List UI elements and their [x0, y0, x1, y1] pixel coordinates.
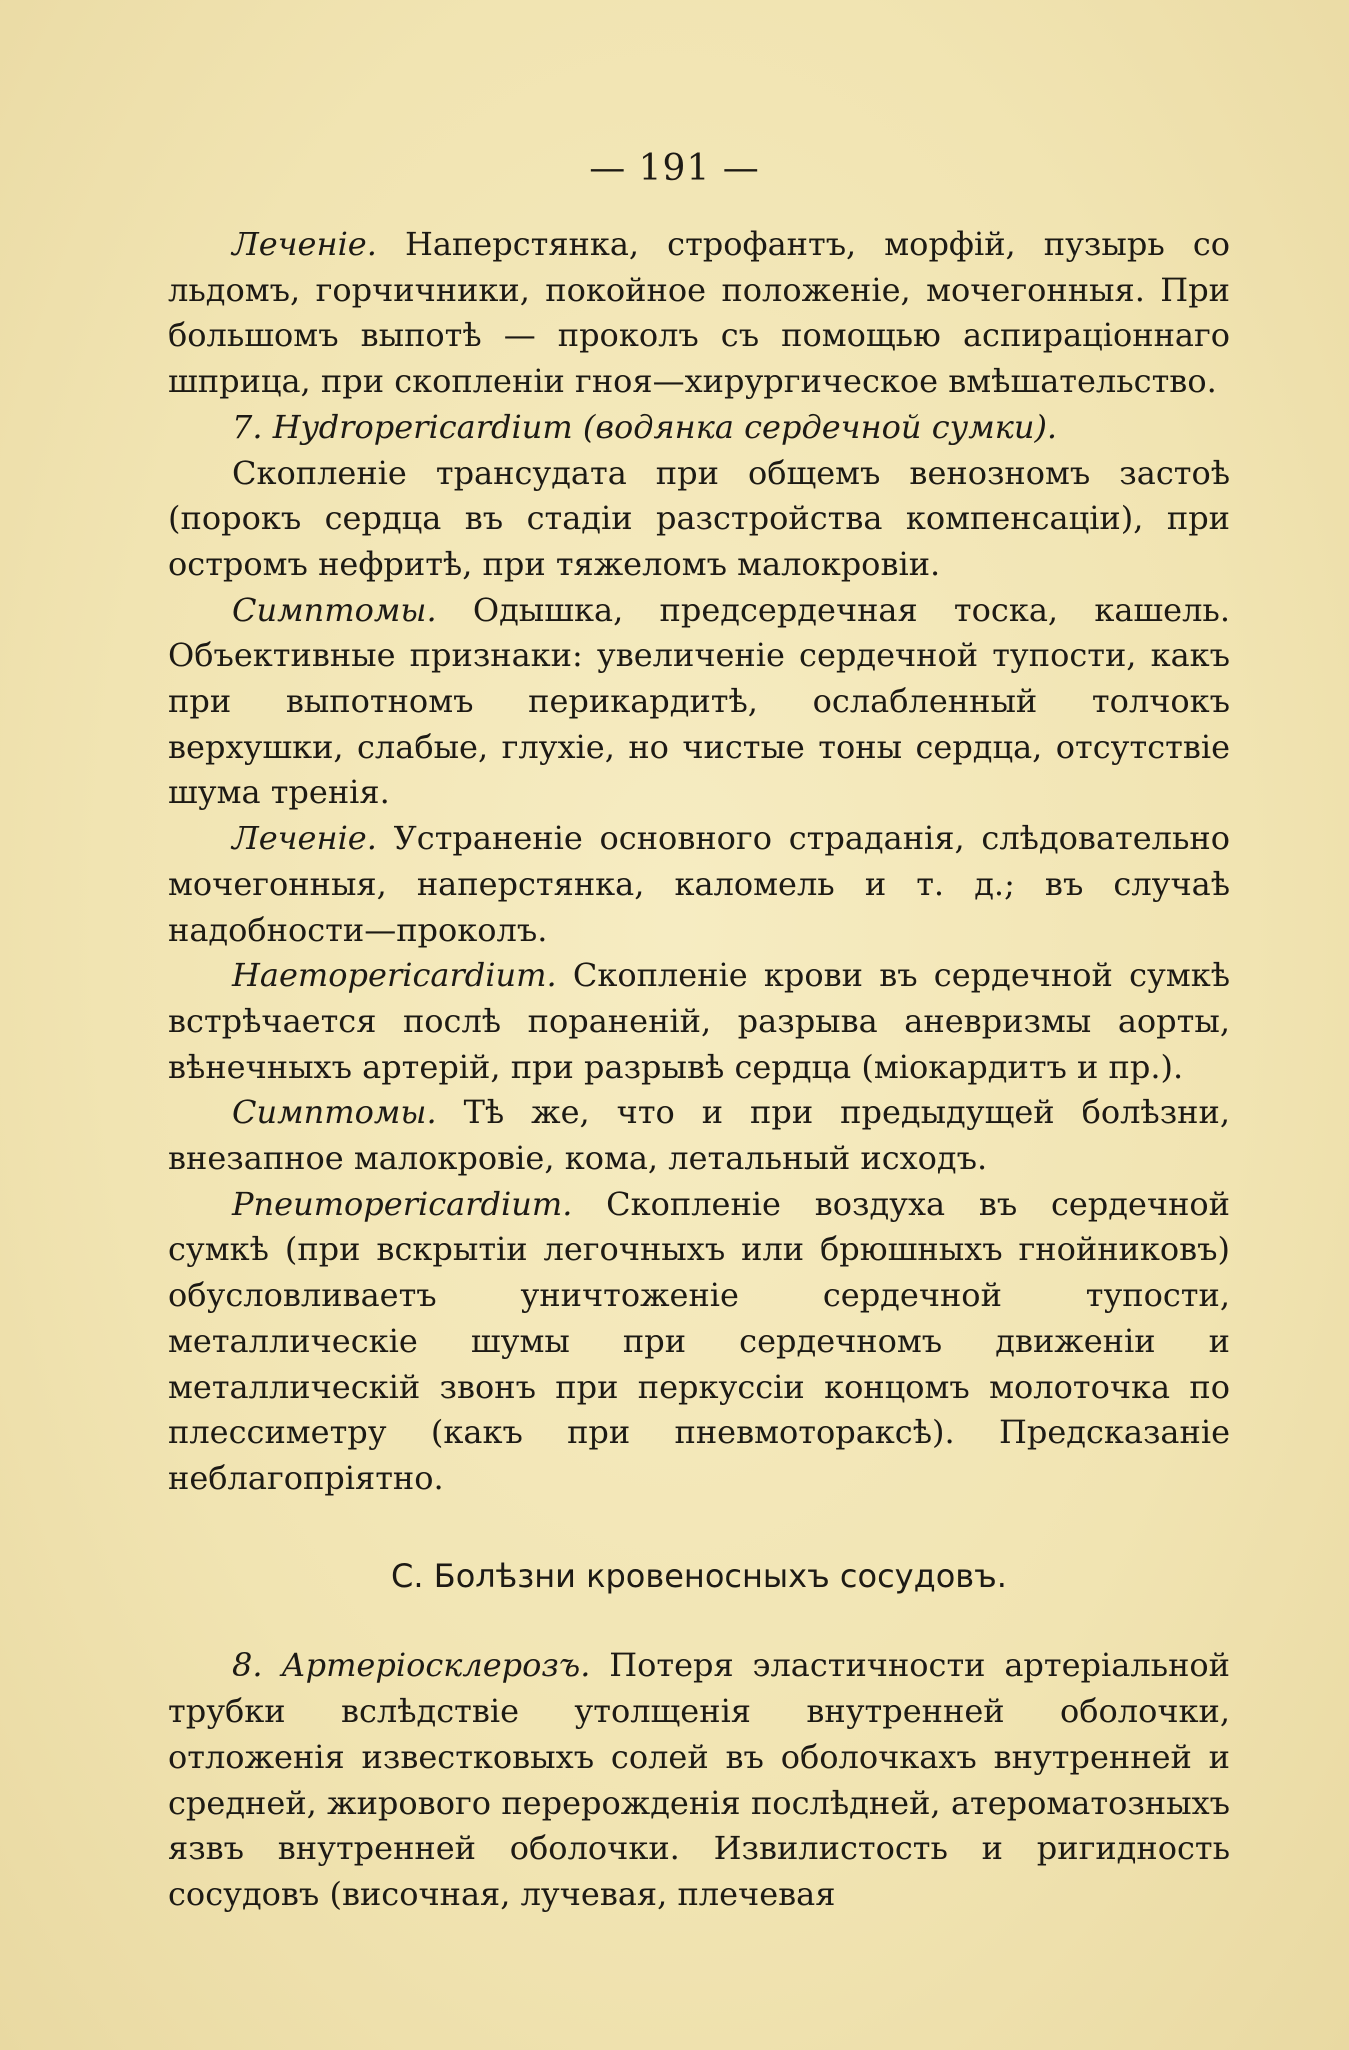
- paragraph-label: 7. Hydropericardium (водянка сердечной сумки).: [232, 407, 1058, 446]
- paragraph-text: Устраненіе основного страданія, слѣдовательно мочегонныя, наперстянка, каломель и т. д.; въ случаѣ надобности—проколъ.: [168, 819, 1230, 949]
- paragraph-label: Симптомы.: [232, 1093, 437, 1132]
- page-number: — 191 —: [589, 148, 760, 189]
- paragraph-label: Pneumopericardium.: [232, 1184, 573, 1223]
- paragraph-label: Леченіе.: [232, 819, 377, 858]
- paragraph-text: Тѣ же, что и при предыдущей болѣзни, внезапное малокровіе, кома, летальный исходъ.: [168, 1093, 1230, 1178]
- paragraph: [168, 953, 1230, 1090]
- paragraph-label: Симптомы.: [232, 590, 437, 629]
- paragraph-text: Скопленіе воздуха въ сердечной сумкѣ (при вскрытіи легочныхъ или брюшныхъ гнойниковъ) обусловливаетъ уничтоженіе сердечной тупости, металлическіе шумы при сердечномъ движеніи и металлическій звонъ при перкуссіи концомъ молоточка по плессиметру (какъ при пневмотораксѣ). Предсказаніе неблагопріятно.: [168, 1184, 1230, 1497]
- paragraph: [168, 405, 1230, 451]
- page-body: [168, 222, 1230, 1918]
- paragraph: [168, 816, 1230, 953]
- paragraph: [168, 1090, 1230, 1181]
- paragraph: [168, 1643, 1230, 1917]
- paragraph: [168, 451, 1230, 588]
- paragraph: [168, 1182, 1230, 1502]
- section-heading: C. Болѣзни кровеносныхъ сосудовъ.: [391, 1556, 1007, 1595]
- paragraph-label: Леченіе.: [232, 225, 377, 263]
- paragraph-text: Скопленіе крови въ сердечной сумкѣ встрѣчается послѣ пораненій, разрыва аневризмы аорты, вѣнечныхъ артерій, при разрывѣ сердца (міокардитъ и пр.).: [168, 956, 1230, 1086]
- paragraph-label: Haemopericardium.: [232, 956, 557, 995]
- paragraph-text: Потеря эластичности артеріальной трубки вслѣдствіе утолщенія внутренней оболочки, отложенія известковыхъ солей въ оболочкахъ внутренней и средней, жирового перерожденія послѣдней, атероматозныхъ язвъ внутренней оболочки. Извилистость и ригидность сосудовъ (височная, лучевая, плечевая: [168, 1646, 1231, 1913]
- paragraph-label: 8. Артеріосклерозъ.: [232, 1646, 591, 1685]
- paragraph-text: Одышка, предсердечная тоска, кашель. Объективные признаки: увеличеніе сердечной тупости, какъ при выпотномъ перикардитѣ, ослабленный толчокъ верхушки, слабые, глухіе, но чистые тоны сердца, отсутствіе шума тренія.: [168, 590, 1230, 812]
- paragraph: [168, 222, 1230, 405]
- paragraph-text: Скопленіе трансудата при общемъ венозномъ застоѣ (порокъ сердца въ стадіи разстройства компенсаціи), при остромъ нефритѣ, при тяжеломъ малокровіи.: [168, 453, 1230, 583]
- paragraph: [168, 588, 1230, 817]
- paragraph-text: Наперстянка, строфантъ, морфій, пузырь со льдомъ, горчичники, покойное положеніе, мочегонныя. При большомъ выпотѣ — проколъ съ помощью аспираціоннаго шприца, при скопленіи гноя—хирургическое вмѣшательство.: [168, 225, 1230, 401]
